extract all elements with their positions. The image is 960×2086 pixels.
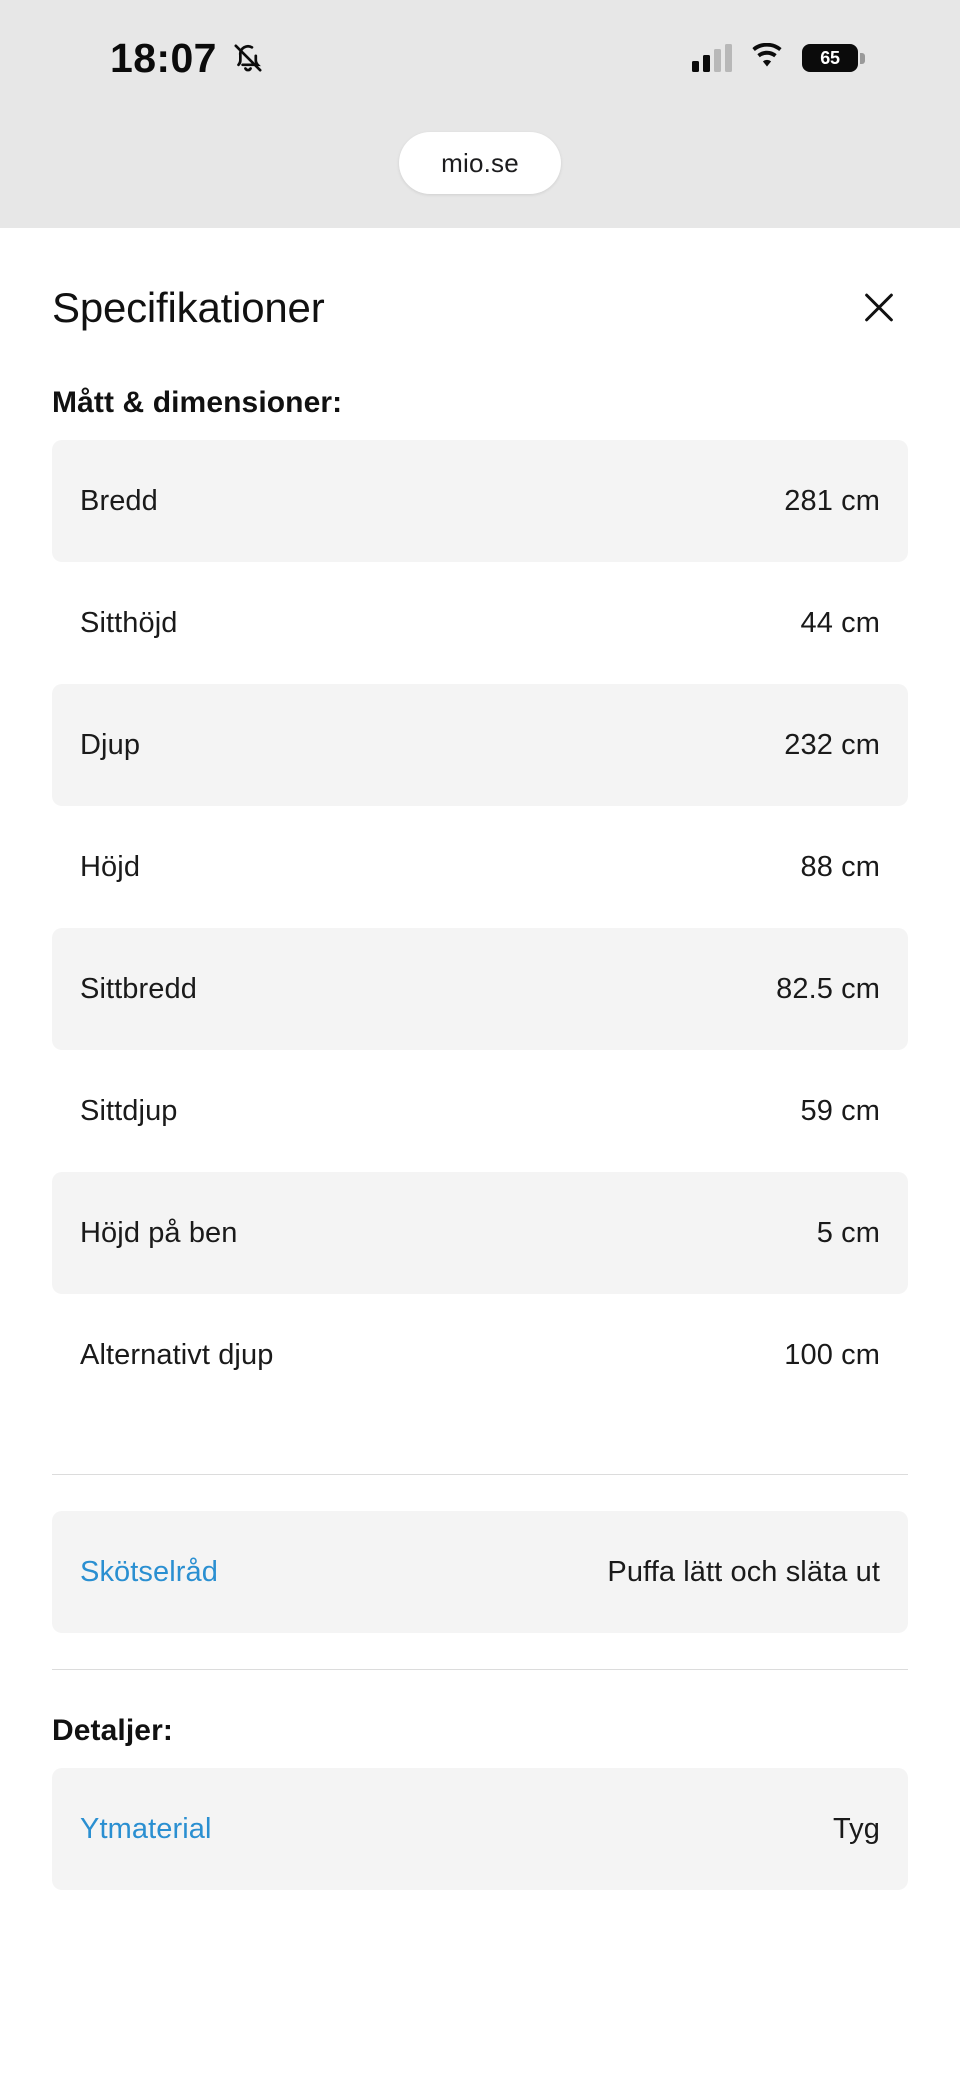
spec-value: 100 cm (784, 1338, 880, 1371)
table-row (52, 440, 908, 562)
status-bar-left (0, 32, 265, 79)
table-row (52, 928, 908, 1050)
cellular-signal-icon (692, 44, 732, 72)
spec-label: Djup (80, 728, 141, 761)
table-row (52, 1172, 908, 1294)
table-row (52, 562, 908, 684)
section-heading-dimensions: Mått & dimensioner: (52, 386, 343, 419)
spec-label: Sittbredd (80, 972, 197, 1005)
spec-value: 232 cm (784, 728, 880, 761)
spec-value: 59 cm (800, 1094, 880, 1127)
spec-label: Alternativt djup (80, 1338, 274, 1371)
spec-label: Sittdjup (80, 1094, 178, 1127)
table-row (52, 806, 908, 928)
url-bar[interactable] (399, 132, 561, 194)
close-icon[interactable] (856, 285, 902, 331)
wifi-icon (750, 43, 784, 74)
spec-label-link-ytmaterial[interactable]: Ytmaterial (80, 1812, 212, 1845)
table-row (52, 1294, 908, 1416)
spec-label: Bredd (80, 484, 158, 517)
spec-label: Höjd på ben (80, 1216, 238, 1249)
url-bar-container (0, 110, 960, 194)
url-text: mio.se (441, 147, 519, 178)
specifications-sheet (0, 228, 960, 2086)
spec-value: 5 cm (816, 1216, 880, 1249)
page-title: Specifikationer (52, 284, 325, 331)
spec-label-link-skotselrad[interactable]: Skötselråd (80, 1555, 219, 1588)
spec-value: Tyg (832, 1812, 880, 1845)
table-row (52, 684, 908, 806)
sheet-header (52, 228, 908, 342)
status-bar (0, 0, 960, 110)
spec-value: 44 cm (800, 606, 880, 639)
browser-chrome (0, 0, 960, 228)
status-bar-right (692, 37, 892, 74)
spec-value: Puffa lätt och släta ut (607, 1555, 880, 1588)
battery-icon (802, 44, 858, 72)
spec-table-details (52, 1768, 908, 1890)
table-row (52, 1050, 908, 1172)
spec-value: 82.5 cm (776, 972, 880, 1005)
battery-level: 65 (820, 47, 840, 68)
bell-muted-icon (231, 41, 265, 75)
status-clock: 18:07 (110, 34, 217, 81)
spec-value: 281 cm (784, 484, 880, 517)
spec-table-dimensions (52, 440, 908, 1416)
table-row (52, 1511, 908, 1633)
spec-value: 88 cm (800, 850, 880, 883)
spec-label: Höjd (80, 850, 141, 883)
spacer (52, 1416, 908, 1438)
spec-table-care (52, 1511, 908, 1633)
section-heading-details: Detaljer: (52, 1714, 173, 1747)
table-row (52, 1768, 908, 1890)
divider (52, 1474, 908, 1475)
divider (52, 1669, 908, 1670)
spec-label: Sitthöjd (80, 606, 178, 639)
